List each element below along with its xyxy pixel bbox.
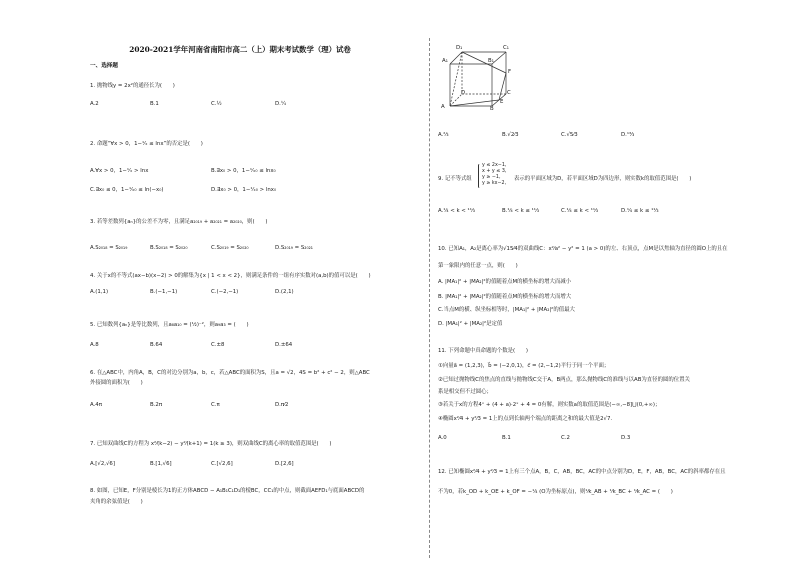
label-f: F: [508, 69, 512, 75]
q11-item-3: ③若关于x的方程4ˣ + (4 + a)·2ˣ + 4 = 0有解，则实数a的取值范围是(−∞,−8]⋃(0,+∞)；: [438, 402, 661, 408]
q5-stem: 5. 已知数列{aₙ}是等比数列，且a₈a₁₀ = (¹⁄₂)⁻²，则a₉a₃ = ( ): [90, 322, 249, 328]
q3-opt-d: D.S₂₀₁₉ = S₂₀₂₁: [275, 245, 313, 251]
q5-opt-d: D.±64: [275, 342, 293, 348]
q11-item-1: ①向量a⃗ = (1,2,3)，b⃗ = (−2,0,1)，c⃗ = (2,−1,2)平行于同一个平面；: [438, 363, 610, 369]
q4-opt-a: A.(1,1): [90, 289, 109, 295]
q9-sys-1: y ≤ 2x−1,: [482, 163, 507, 168]
q6-stem-line2: 外接圆的面积为( ): [90, 380, 143, 386]
q8-opt-c: C.√5⁄3: [561, 132, 578, 138]
q9-sys-2: x + y ≤ 3,: [482, 169, 507, 174]
q10-opt-d: D. |MA₁|² + |MA₂|²是定值: [438, 321, 503, 327]
q12-stem-line1: 12. 已知椭圆x²⁄4 + y²⁄3 = 1上有三个点A，B，C，AB，BC，AC的中点分别为D，E，F，AB，BC，AC的斜率都存在且: [438, 469, 726, 475]
label-a1: A₁: [442, 58, 448, 64]
q9-opt-b: B.¹⁄₄ < k ≤ ¹¹⁄₃: [502, 208, 540, 214]
q7-stem: 7. 已知双曲线C的方程为 x²⁄(k−2) − y²⁄(k+1) = 1(k ≥ 3)，则双曲线C的离心率的取值范围是( ): [90, 441, 332, 447]
q10-opt-a: A. |MA₁|² + |MA₂|²的值随着点M的横坐标的增大而减小: [438, 279, 572, 285]
q11-opt-b: B.1: [502, 435, 511, 441]
section-heading: 一、选择题: [90, 63, 118, 69]
label-b: B: [490, 106, 494, 112]
q8-opt-a: A.²⁄₃: [438, 132, 449, 138]
q6-opt-c: C.π: [211, 402, 220, 408]
q1-opt-d: D.¼: [275, 101, 287, 107]
q2-opt-d: D.∃x₀ > 0，1−¹⁄ₓ₀ > lnx₀: [211, 187, 277, 193]
label-e: E: [500, 99, 504, 105]
q11-item-2: ②已知过抛物线C的焦点的直线与抛物线C交于A，B两点，那么抛物线C的准线与以AB为直径的圆的位置关: [438, 377, 690, 383]
label-d1: D₁: [456, 45, 463, 51]
q1-stem: 1. 抛物线y = 2x²的通径长为( ): [90, 83, 175, 89]
q11-item-4: ④椭圆x²⁄4 + y²⁄3 = 1上的点到长轴两个端点的距离之和的最大值是2√7.: [438, 416, 613, 422]
q3-opt-a: A.S₂₀₁₈ = S₂₀₁₉: [90, 245, 128, 251]
q9-stem-tail: 表示的平面区域为D，若平面区域D为四边形，则实数k的取值范围是( ): [514, 176, 692, 182]
q7-opt-c: C.[√2,6]: [211, 461, 233, 467]
q5-opt-a: A.8: [90, 342, 99, 348]
q8-opt-d: D.¹³⁄₃: [621, 132, 635, 138]
q9-sys-4: y ≥ kx−2,: [482, 181, 507, 186]
q10-stem-line1: 10. 已知A₁，A₂是离心率为√15⁄4的双曲线C：x²⁄a² − y² = 1 (a > 0)的左、右顶点，点M是以焦轴为直径的圆O上的且在: [438, 246, 728, 252]
q5-opt-c: C.±8: [211, 342, 225, 348]
q3-opt-c: C.S₂₀₁₉ = S₂₀₂₀: [211, 245, 249, 251]
q6-opt-a: A.4π: [90, 402, 102, 408]
cube-figure: [440, 42, 522, 118]
q7-opt-a: A.[√2,√6]: [90, 461, 115, 467]
q9-stem: 9. 记不等式组: [438, 176, 472, 182]
q9-opt-c: C.¹⁄₄ ≤ k < ¹¹⁄₃: [561, 208, 599, 214]
q2-stem: 2. 命题“∀x > 0，1−¹⁄ₓ ≤ lnx”的否定是( ): [90, 141, 203, 147]
q12-stem-line2: 不为0，若k_OD + k_OE + k_OF = −¹⁄₄ (O为坐标原点)，则¹⁄k_AB + ¹⁄k_BC + ¹⁄k_AC = ( ): [438, 489, 673, 495]
q7-opt-d: D.[2,6]: [275, 461, 294, 467]
q7-opt-b: B.[1,√6]: [150, 461, 172, 467]
q9-opt-a: A.¹⁄₄ < k < ¹¹⁄₃: [438, 208, 475, 214]
q5-opt-b: B.64: [150, 342, 163, 348]
q1-opt-a: A.2: [90, 101, 99, 107]
q10-stem-line2: 第一象限内的任意一点，则( ): [438, 263, 518, 269]
q8-stem-line1: 8. 如图，已知E，F分别是棱长为1的正方体ABCD − A₁B₁C₁D₁的棱BC，CC₁的中点，则截面AEFD₁与底面ABCD的: [90, 488, 365, 494]
q8-stem-line2: 夹角的余弦值是( ): [90, 499, 143, 505]
q6-opt-b: B.2π: [150, 402, 163, 408]
q9-opt-d: D.¹⁄₄ ≤ k ≤ ¹¹⁄₃: [621, 208, 659, 214]
q8-opt-b: B.√2⁄3: [502, 132, 519, 138]
q3-opt-b: B.S₂₀₁₈ = S₂₀₂₀: [150, 245, 188, 251]
q4-opt-b: B.(−1,−1): [150, 289, 178, 295]
column-divider: [429, 38, 430, 558]
q9-brace: [478, 164, 481, 188]
q6-stem-line1: 6. 在△ABC中，内角A，B，C的对边分别为a，b，c，若△ABC的面积为S，且a = √2，4S = b² + c² − 2，则△ABC: [90, 370, 370, 376]
q4-opt-d: D.(2,1): [275, 289, 294, 295]
q4-opt-c: C.(−2,−1): [211, 289, 239, 295]
q2-opt-b: B.∃x₀ > 0，1−¹⁄ₓ₀ ≤ lnx₀: [211, 168, 276, 174]
label-b1: B₁: [488, 58, 494, 64]
label-c: C: [507, 90, 511, 96]
q2-opt-a: A.∀x > 0，1−¹⁄ₓ > lnx: [90, 168, 149, 174]
q9-sys-3: y ≥ −1,: [482, 175, 501, 180]
q10-opt-c: C.当点M的横、纵坐标相等时，|MA₁|² + |MA₂|²的值最大: [438, 307, 575, 313]
q1-opt-b: B.1: [150, 101, 159, 107]
q11-stem: 11. 下列命题中真命题的个数是( ): [438, 348, 528, 354]
q3-stem: 3. 若等差数列{aₙ}的公差不为零，且满足a₂₀₁₉ + a₂₀₂₁ = a₂₀₂₀，则( ): [90, 219, 268, 225]
q11-item-2b: 系是相交但不过圆心；: [438, 389, 492, 395]
label-a: A: [441, 104, 445, 110]
q6-opt-d: D.π⁄2: [275, 402, 289, 408]
q11-opt-a: A.0: [438, 435, 447, 441]
label-c1: C₁: [503, 45, 509, 51]
page-title: 2020-2021学年河南省南阳市高二（上）期末考试数学（理）试卷: [129, 45, 351, 54]
q11-opt-d: D.3: [621, 435, 631, 441]
q11-opt-c: C.2: [561, 435, 570, 441]
q2-opt-c: C.∃x₀ ≤ 0，1−¹⁄ₓ₀ ≤ ln(−x₀): [90, 187, 164, 193]
label-d: D: [461, 90, 466, 96]
q4-stem: 4. 关于x的不等式(ax−b)(x−2) > 0的解集为{x | 1 < x < 2}，则满足条件的一组有序实数对(a,b)的值可以是( ): [90, 273, 371, 279]
q10-opt-b: B. |MA₁|² + |MA₂|²的值随着点M的横坐标的增大而增大: [438, 294, 572, 300]
q1-opt-c: C.½: [211, 101, 222, 107]
